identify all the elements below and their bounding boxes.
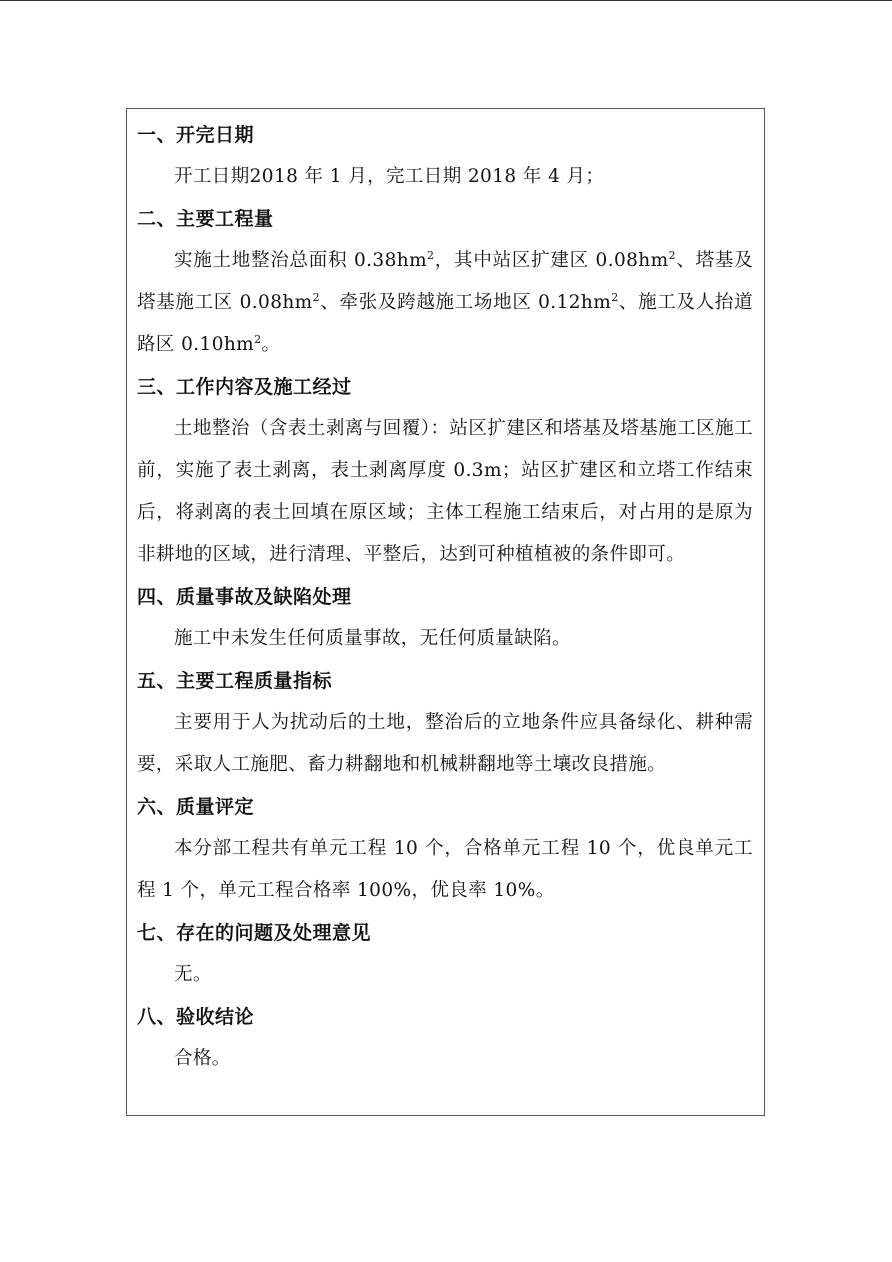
quantities-text-part: 。 bbox=[261, 334, 281, 355]
quantities-text-part: ，其中站区扩建区 0.08hm bbox=[434, 250, 669, 271]
section-heading-quality-rating: 六、质量评定 bbox=[137, 796, 255, 818]
section-text-work-content: 土地整治（含表土剥离与回覆）：站区扩建区和塔基及塔基施工区施工前，实施了表土剥离，表土剥离厚度 0.3m；站区扩建区和立塔工作结束后，将剥离的表土回填在原区域；主体工程施工结束后，对占用的是原为非耕地的区域，进行清理、平整后，达到可种植植被的条件即可。 bbox=[137, 418, 753, 565]
section-text-quantities bbox=[137, 240, 753, 366]
section-text-quality-indicators: 主要用于人为扰动后的土地，整治后的立地条件应具备绿化、耕种需要，采取人工施肥、畜力耕翻地和机械耕翻地等土壤改良措施。 bbox=[137, 712, 753, 775]
section-heading-quality-indicators: 五、主要工程质量指标 bbox=[137, 670, 333, 692]
section-text-dates: 开工日期2018 年 1 月，完工日期 2018 年 4 月； bbox=[174, 166, 605, 187]
section-text-quality-rating: 本分部工程共有单元工程 10 个，合格单元工程 10 个，优良单元工程 1 个，单元工程合格率 100%，优良率 10%。 bbox=[137, 838, 753, 901]
document-frame bbox=[126, 108, 765, 1116]
section-heading-defects: 四、质量事故及缺陷处理 bbox=[137, 586, 352, 608]
quantities-text-part: 实施土地整治总面积 0.38hm bbox=[174, 250, 428, 271]
section-heading-issues: 七、存在的问题及处理意见 bbox=[137, 922, 372, 944]
area-unit-superscript: 2 bbox=[254, 332, 262, 346]
area-unit-superscript: 2 bbox=[668, 248, 676, 262]
section-heading-work-content: 三、工作内容及施工经过 bbox=[137, 376, 352, 398]
quantities-text-part: 、塔基及塔基施工区 0.08hm bbox=[137, 250, 754, 313]
area-unit-superscript: 2 bbox=[312, 290, 321, 304]
quantities-text-part: 、施工及人抬道路区 0.10hm bbox=[137, 292, 753, 355]
section-text-issues: 无。 bbox=[174, 964, 212, 985]
quantities-text-part: 、牵张及跨越施工场地区 0.12hm bbox=[320, 292, 612, 313]
section-heading-conclusion: 八、验收结论 bbox=[137, 1006, 255, 1028]
area-unit-superscript: 2 bbox=[427, 248, 435, 262]
section-text-defects: 施工中未发生任何质量事故，无任何质量缺陷。 bbox=[174, 628, 571, 649]
section-heading-dates: 一、开完日期 bbox=[137, 124, 255, 146]
top-border-line bbox=[0, 0, 892, 1]
document-content bbox=[137, 114, 753, 1080]
section-text-conclusion: 合格。 bbox=[174, 1048, 231, 1069]
area-unit-superscript: 2 bbox=[611, 290, 619, 304]
section-heading-quantities: 二、主要工程量 bbox=[137, 208, 274, 230]
